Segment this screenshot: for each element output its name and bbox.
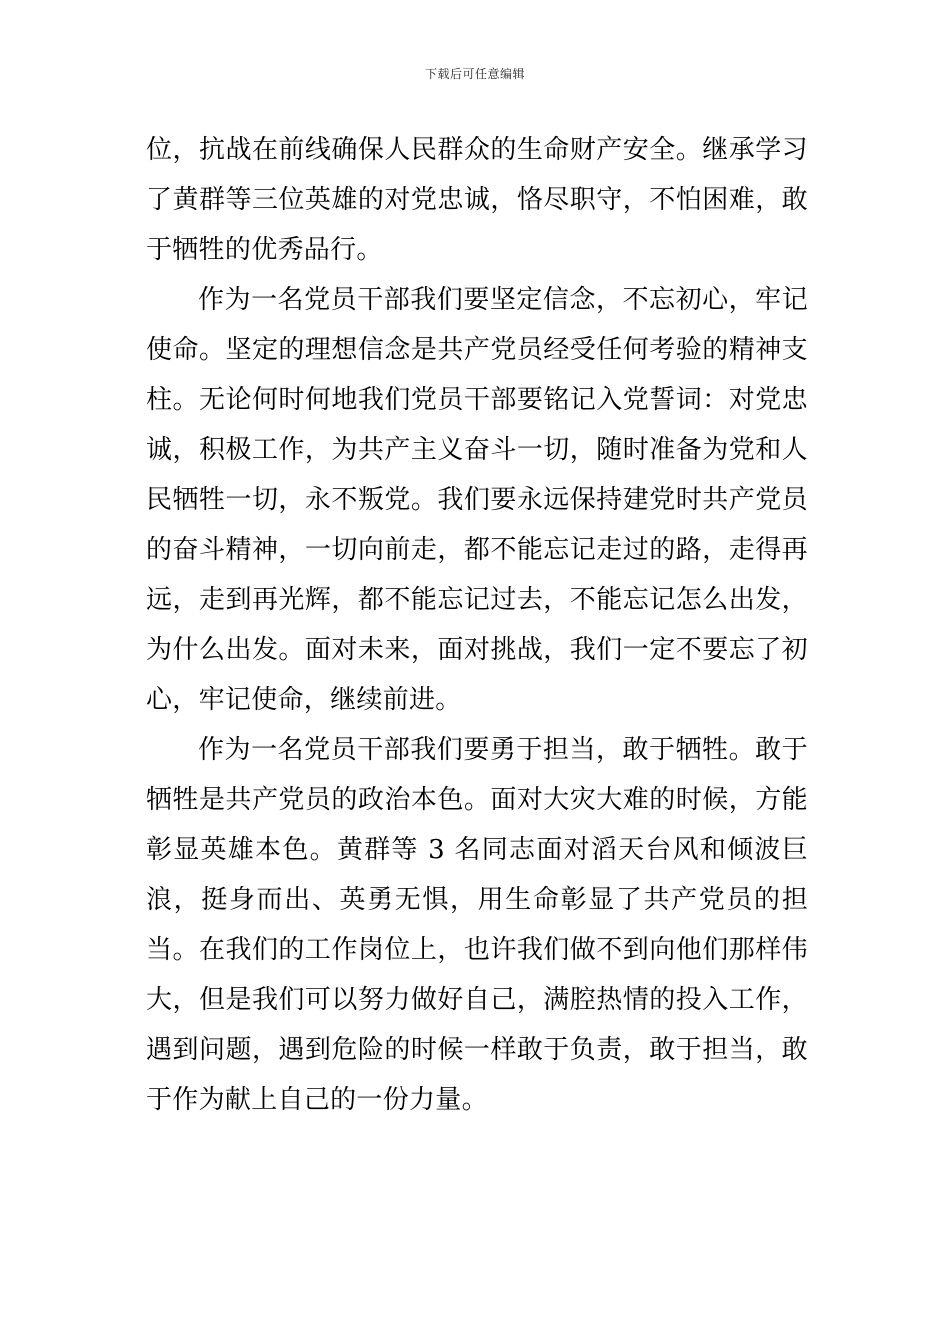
header-note: 下载后可任意编辑	[424, 67, 525, 81]
paragraph-take-responsibility: 作为一名党员干部我们要勇于担当，敢于牺牲。敢于牺牲是共产党员的政治本色。面对大灾大难的时候，方能彰显英雄本色。黄群等 3 名同志面对滔天台风和倾波巨浪，挺身而出、英勇无惧，用生命彰显了共产党员的担当。在我们的工作岗位上，也许我们做不到向他们那样伟大，但是我们可以努力做好自己，满腔热情的投入工作，遇到问题，遇到危险的时候一样敢于负责，敢于担当，敢于作为献上自己的一份力量。	[146, 735, 808, 1115]
paragraph-firm-belief: 作为一名党员干部我们要坚定信念，不忘初心，牢记使命。坚定的理想信念是共产党员经受任何考验的精神支柱。无论何时何地我们党员干部要铭记入党誓词：对党忠诚，积极工作，为共产主义奋斗一切，随时准备为党和人民牺牲一切，永不叛党。我们要永远保持建党时共产党员的奋斗精神，一切向前走，都不能忘记走过的路，走得再远，走到再光辉，都不能忘记过去，不能忘记怎么出发，为什么出发。面对未来，面对挑战，我们一定不要忘了初心，牢记使命，继续前进。	[146, 285, 808, 715]
document-body	[146, 125, 808, 1125]
paragraph-continuation: 位，抗战在前线确保人民群众的生命财产安全。继承学习了黄群等三位英雄的对党忠诚，恪尽职守，不怕困难，敢于牺牲的优秀品行。	[146, 135, 808, 265]
